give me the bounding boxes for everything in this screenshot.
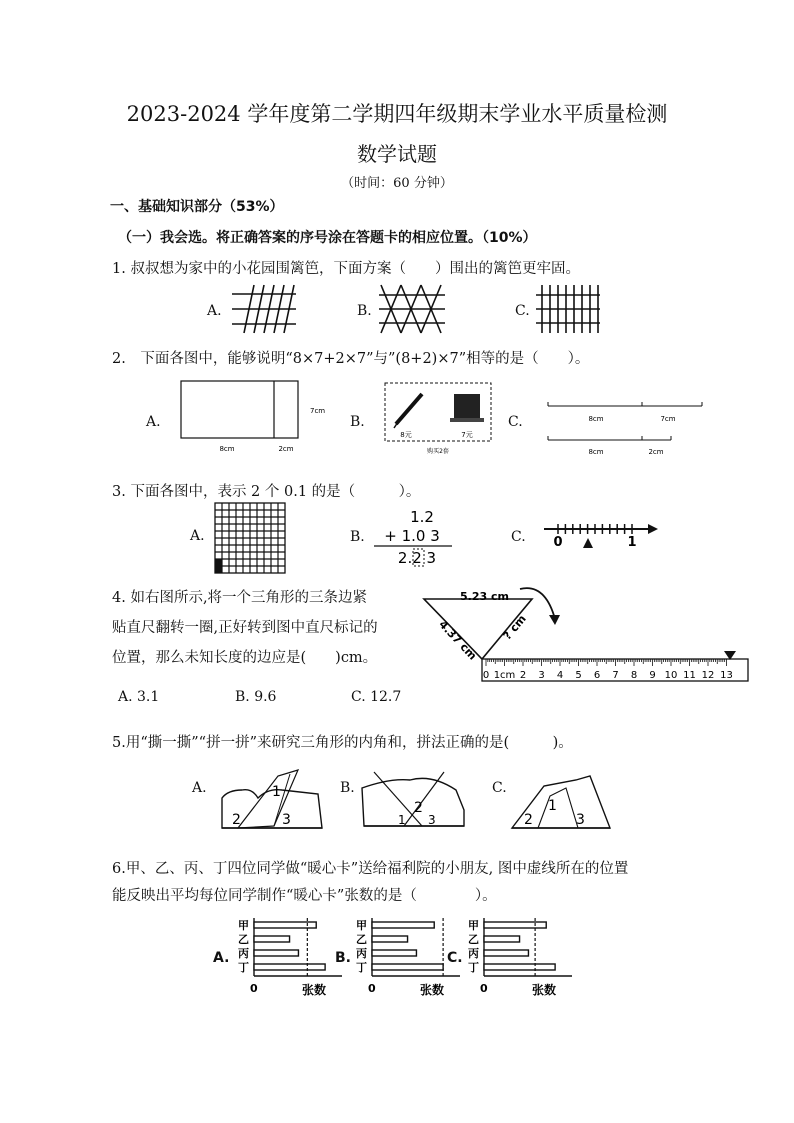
q2-rectangle-figure	[180, 380, 330, 460]
question-6-line2: 能反映出平均每位同学制作“暖心卡”张数的是（ ）。	[112, 888, 497, 904]
student-name-label: 甲	[356, 919, 367, 932]
question-4-line3: 位置，那么未知长度的边应是( )cm。	[112, 650, 378, 666]
q6-option-c-label: C.	[447, 950, 463, 966]
q6-option-a-label: A.	[213, 950, 230, 966]
student-name-label: 丙	[468, 947, 479, 960]
rotate-arrow-icon	[520, 588, 555, 619]
bar-丁	[372, 964, 443, 970]
q4-side-unknown: ? cm	[500, 612, 529, 643]
question-1: 1. 叔叔想为家中的小花园围篱笆，下面方案（ ）围出的篱笆更牢固。	[112, 261, 580, 277]
q5-b-angle1: 1	[398, 813, 406, 827]
q6-option-b-label: B.	[335, 950, 351, 966]
student-name-label: 乙	[238, 933, 249, 946]
axis-zero-label: 0	[250, 982, 258, 995]
q1-option-a-label: A.	[207, 303, 222, 319]
axis-title: 张数	[420, 983, 445, 997]
q4-option-c: C. 12.7	[351, 689, 402, 705]
bar-丙	[254, 950, 298, 956]
bar-乙	[254, 936, 290, 942]
bar-丙	[372, 950, 416, 956]
q5-b-angle3: 3	[428, 813, 436, 827]
bar-甲	[484, 922, 546, 928]
q2-a-width1: 8cm	[219, 445, 235, 453]
q2-a-width2: 2cm	[278, 445, 294, 453]
student-name-label: 乙	[356, 933, 367, 946]
q1-option-b-label: B.	[357, 303, 372, 319]
student-name-label: 丁	[468, 961, 479, 974]
q3-b-line2: + 1.0 3	[384, 527, 440, 545]
exam-time: （时间：60 分钟）	[341, 176, 453, 191]
q4-option-b: B. 9.6	[235, 689, 277, 705]
question-4-line1: 4. 如右图所示,将一个三角形的三条边紧	[112, 590, 368, 606]
fence-c-icon	[534, 283, 604, 335]
bar-丁	[484, 964, 555, 970]
ruler-label: 12	[701, 670, 715, 681]
bar-丁	[254, 964, 325, 970]
student-name-label: 丙	[238, 947, 249, 960]
q5-figure-b	[360, 766, 470, 832]
q3-c-zero: 0	[553, 535, 563, 550]
q5-option-a-label: A.	[192, 780, 207, 796]
q1-option-c-label: C.	[515, 303, 530, 319]
ruler-label: 4	[556, 670, 564, 681]
q5-option-b-label: B.	[340, 780, 355, 796]
fence-b-icon	[377, 283, 447, 335]
q3-option-a-label: A.	[190, 528, 205, 544]
q5-c-angle2: 2	[524, 812, 533, 828]
q2-c-top2: 7cm	[660, 415, 676, 423]
q4-triangle-ruler-figure	[420, 585, 755, 690]
q2-b-price2: 7元	[461, 431, 473, 439]
bar-乙	[372, 936, 408, 942]
q2-c-bot1: 8cm	[588, 448, 604, 456]
q6-bar-chart-b	[352, 914, 462, 998]
q4-option-a: A. 3.1	[118, 689, 160, 705]
ruler-label: 7	[612, 670, 619, 681]
q2-option-b-label: B.	[350, 414, 365, 430]
q4-side-top: 5.23 cm	[460, 590, 509, 603]
q3-b-line3: 2.2 3	[397, 549, 437, 567]
student-name-label: 乙	[468, 933, 479, 946]
q2-segments-figure	[546, 398, 706, 458]
student-name-label: 丁	[238, 961, 249, 974]
q6-bar-chart-c	[464, 914, 574, 998]
bar-乙	[484, 936, 520, 942]
ruler-label: 0	[482, 670, 490, 681]
exam-subject: 数学试题	[357, 142, 437, 166]
notebook-icon	[450, 394, 484, 422]
ruler-label: 5	[575, 670, 582, 681]
bar-丙	[484, 950, 528, 956]
q3-addition-figure	[372, 505, 462, 570]
ruler-label: 11	[683, 670, 696, 681]
q5-figure-a	[218, 768, 328, 834]
q2-option-a-label: A.	[146, 414, 161, 430]
q5-b-angle2: 2	[414, 800, 423, 816]
q2-a-height: 7cm	[310, 407, 326, 415]
ruler-label: 1cm	[493, 670, 516, 681]
q3-option-b-label: B.	[350, 529, 365, 545]
student-name-label: 丙	[356, 947, 367, 960]
section-title: 一、基础知识部分（53%）	[110, 199, 284, 215]
student-name-label: 丁	[356, 961, 367, 974]
q2-shopping-figure	[384, 382, 494, 462]
student-name-label: 甲	[468, 919, 479, 932]
axis-zero-label: 0	[480, 982, 488, 995]
question-6-line1: 6.甲、乙、丙、丁四位同学做“暖心卡”送给福利院的小朋友, 图中虚线所在的位置	[112, 861, 629, 877]
ruler-label: 6	[593, 670, 601, 681]
exam-title: 2023-2024 学年度第二学期四年级期末学业水平质量检测	[126, 102, 668, 126]
q3-pointer-icon	[583, 538, 593, 548]
fence-a-icon	[230, 283, 300, 335]
q3-c-one: 1	[627, 535, 637, 550]
student-name-label: 甲	[238, 919, 249, 932]
axis-title: 张数	[302, 983, 327, 997]
pen-icon	[394, 394, 422, 428]
question-4-line2: 贴直尺翻转一圈,正好转到图中直尺标记的	[112, 620, 378, 636]
q5-figure-c	[506, 770, 616, 836]
ruler-label: 9	[649, 670, 656, 681]
question-2: 2. 下面各图中，能够说明“8×7+2×7”与”(8+2)×7”相等的是（ ）。	[112, 351, 590, 367]
q4-side-left: 4.37 cm	[436, 617, 480, 663]
axis-title: 张数	[532, 983, 557, 997]
q6-bar-chart-a	[234, 914, 344, 998]
ruler-label: 10	[664, 670, 678, 681]
q5-option-c-label: C.	[492, 780, 507, 796]
q5-c-angle3: 3	[576, 812, 585, 828]
ruler-label: 8	[630, 670, 638, 681]
q5-a-angle1: 1	[272, 784, 281, 800]
q2-c-top1: 8cm	[588, 415, 604, 423]
ruler-label: 2	[519, 670, 527, 681]
q3-option-c-label: C.	[511, 529, 526, 545]
q5-a-angle2: 2	[232, 812, 241, 828]
question-3: 3. 下面各图中，表示 2 个 0.1 的是（ ）。	[112, 484, 421, 500]
ruler-label: 3	[538, 670, 545, 681]
q3-hundred-grid	[214, 502, 286, 574]
ruler-label: 13	[720, 670, 733, 681]
q3-number-line	[540, 520, 660, 550]
q5-c-angle1: 1	[548, 798, 557, 814]
q2-option-c-label: C.	[508, 414, 523, 430]
part-title: （一）我会选。将正确答案的序号涂在答题卡的相应位置。（10%）	[118, 230, 537, 246]
q2-c-bot2: 2cm	[648, 448, 664, 456]
q2-b-caption: 购买2套	[427, 448, 449, 455]
bar-甲	[372, 922, 434, 928]
q2-b-price1: 8元	[400, 431, 412, 439]
question-5: 5.用“撕一撕”“拼一拼”来研究三角形的内角和，拼法正确的是( )。	[112, 735, 573, 751]
q3-b-line1: 1.2	[410, 508, 434, 526]
axis-zero-label: 0	[368, 982, 376, 995]
q5-a-angle3: 3	[282, 812, 291, 828]
